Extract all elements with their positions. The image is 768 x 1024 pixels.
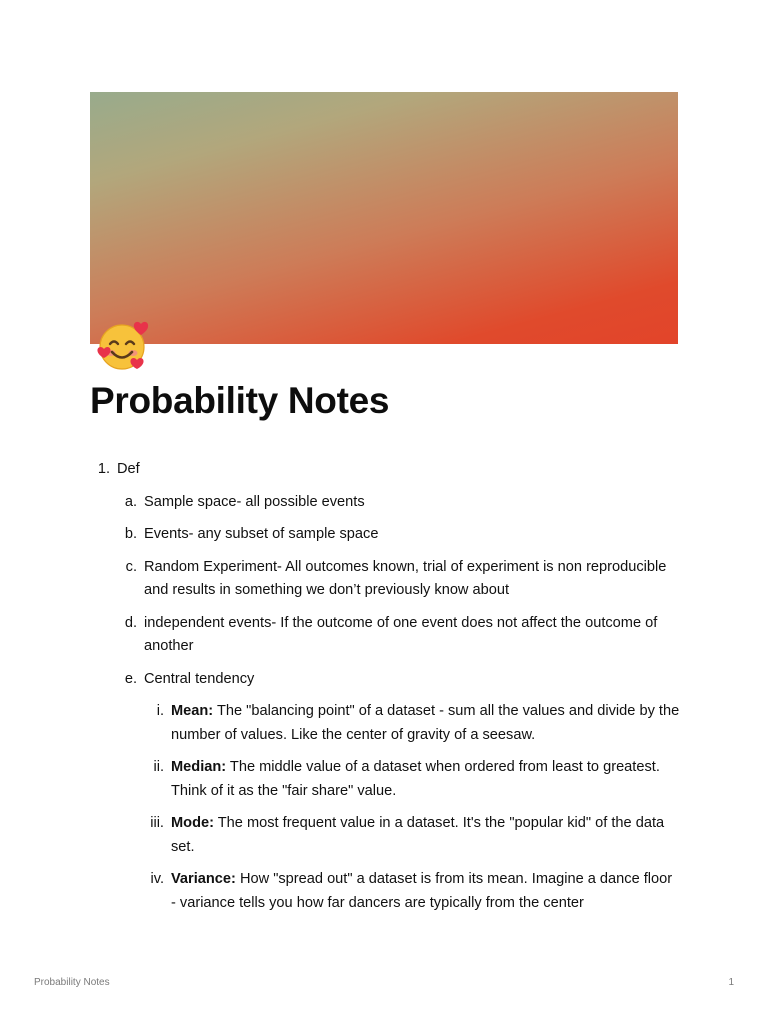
footer-title: Probability Notes — [34, 977, 110, 988]
list-marker: 1. — [97, 461, 110, 477]
list-item-text — [171, 812, 680, 859]
list-marker: i. — [156, 703, 164, 719]
list-item-text: independent events- If the outcome of one event does not affect the outcome of another — [144, 614, 658, 654]
list-item-text: Random Experiment- All outcomes known, trial of experiment is non reproducible and results in something we don’t previously know about — [144, 558, 667, 598]
term-definition: How "spread out" a dataset is from its mean. Imagine a dance floor - variance tells you how far dancers are typically from the center — [171, 871, 673, 911]
notes-list — [90, 458, 680, 924]
list-item-text — [171, 700, 680, 747]
term-definition: The "balancing point" of a dataset - sum all the values and divide by the number of values. Like the center of gravity of a seesaw. — [171, 703, 680, 743]
list-marker: a. — [124, 493, 137, 510]
list-marker: c. — [125, 558, 137, 575]
list-item-text: Events- any subset of sample space — [144, 526, 379, 542]
list-item — [90, 700, 680, 747]
term-definition: The most frequent value in a dataset. It's the "popular kid" of the data set. — [171, 815, 665, 855]
term-median: Median: — [171, 759, 227, 775]
list-marker: b. — [124, 526, 137, 542]
list-marker: d. — [124, 614, 137, 631]
footer-page-number: 1 — [728, 977, 734, 988]
list-item — [90, 812, 680, 859]
list-item-text — [171, 868, 680, 915]
list-marker: iv. — [150, 871, 164, 887]
list-item-text — [171, 756, 680, 803]
list-marker: ii. — [153, 759, 164, 775]
list-item — [90, 556, 680, 603]
term-variance: Variance: — [171, 871, 236, 887]
list-marker: iii. — [150, 815, 164, 831]
term-definition: The middle value of a dataset when ordered from least to greatest. Think of it as the "fair share" value. — [171, 759, 660, 799]
list-item-text: Central tendency — [144, 670, 255, 687]
list-item — [90, 756, 680, 803]
list-item-text: Sample space- all possible events — [144, 493, 365, 510]
smiling-face-with-hearts-icon — [92, 316, 152, 376]
term-mean: Mean: — [171, 703, 214, 719]
list-item-text: Def — [117, 461, 140, 477]
list-item — [90, 458, 680, 482]
list-item — [90, 612, 680, 659]
list-item — [90, 523, 680, 547]
list-item — [90, 491, 680, 515]
page-title: Probability Notes — [90, 380, 390, 421]
list-item — [90, 868, 680, 915]
term-mode: Mode: — [171, 815, 214, 831]
list-item — [90, 668, 680, 692]
cover-image — [90, 92, 678, 344]
list-marker: e. — [124, 670, 137, 687]
